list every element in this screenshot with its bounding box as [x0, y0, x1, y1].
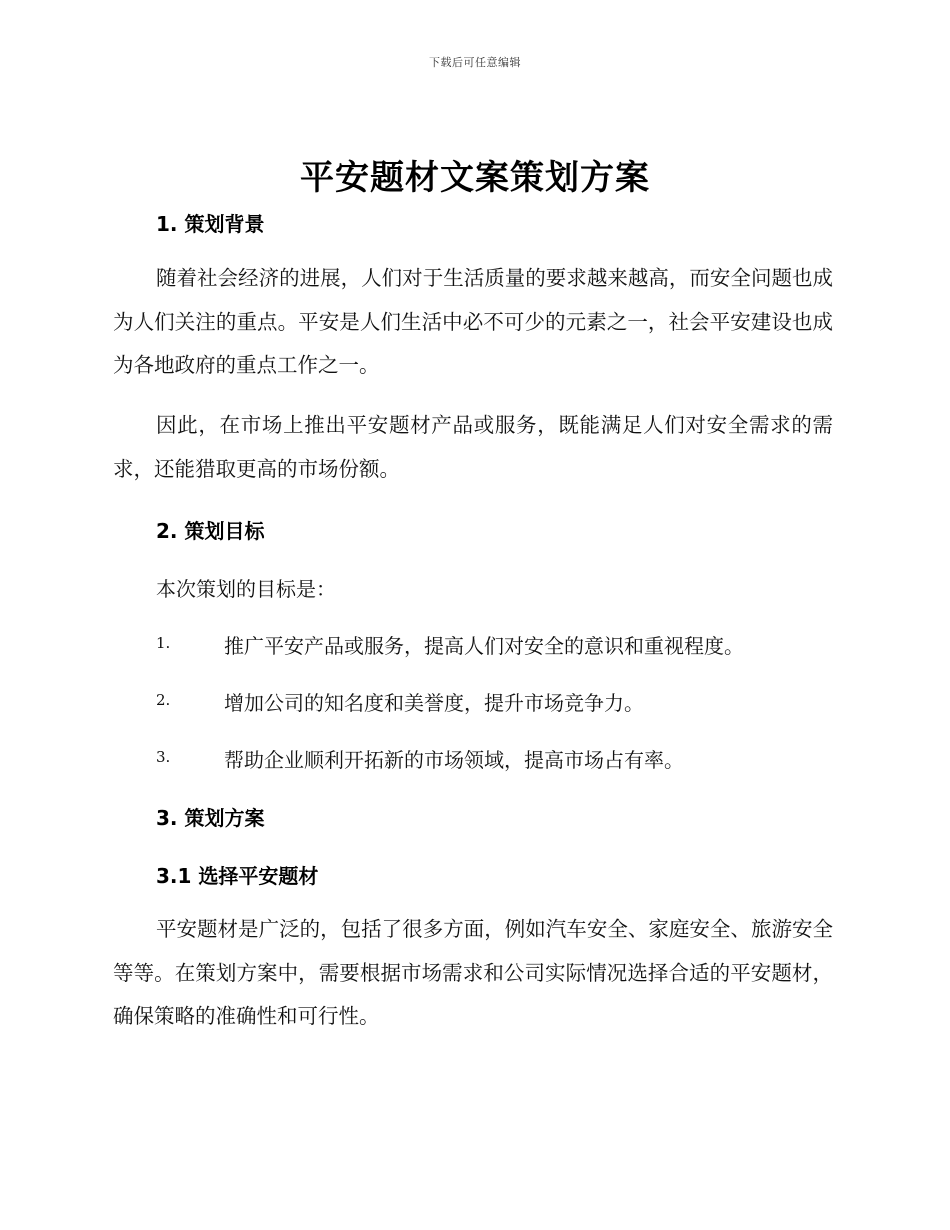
list-item-3-number: 3. — [156, 748, 171, 766]
section-3-1-heading: 3.1 选择平安题材 — [156, 864, 319, 888]
list-item-1-number: 1. — [156, 634, 171, 652]
list-item-2-text: 增加公司的知名度和美誉度，提升市场竞争力。 — [224, 691, 644, 715]
section-1-paragraph-2: 因此，在市场上推出平安题材产品或服务，既能满足人们对安全需求的需求，还能猎取更高的市场份额。 — [113, 413, 833, 481]
list-item-2-number: 2. — [156, 691, 171, 709]
section-2-intro: 本次策划的目标是： — [156, 577, 336, 601]
page-header-note: 下载后可任意编辑 — [429, 56, 521, 69]
list-item-3-text: 帮助企业顺利开拓新的市场领域，提高市场占有率。 — [224, 748, 684, 772]
section-2-heading: 2. 策划目标 — [156, 519, 265, 543]
section-1-paragraph-1: 随着社会经济的进展，人们对于生活质量的要求越来越高，而安全问题也成为人们关注的重点。平安是人们生活中必不可少的元素之一，社会平安建设也成为各地政府的重点工作之一。 — [113, 266, 833, 377]
list-item-1-text: 推广平安产品或服务，提高人们对安全的意识和重视程度。 — [224, 634, 744, 658]
section-3-heading: 3. 策划方案 — [156, 806, 265, 830]
document-title: 平安题材文案策划方案 — [300, 158, 650, 198]
section-3-1-paragraph-1: 平安题材是广泛的，包括了很多方面，例如汽车安全、家庭安全、旅游安全等等。在策划方案中，需要根据市场需求和公司实际情况选择合适的平安题材，确保策略的准确性和可行性。 — [113, 917, 833, 1028]
section-1-heading: 1. 策划背景 — [156, 212, 265, 236]
